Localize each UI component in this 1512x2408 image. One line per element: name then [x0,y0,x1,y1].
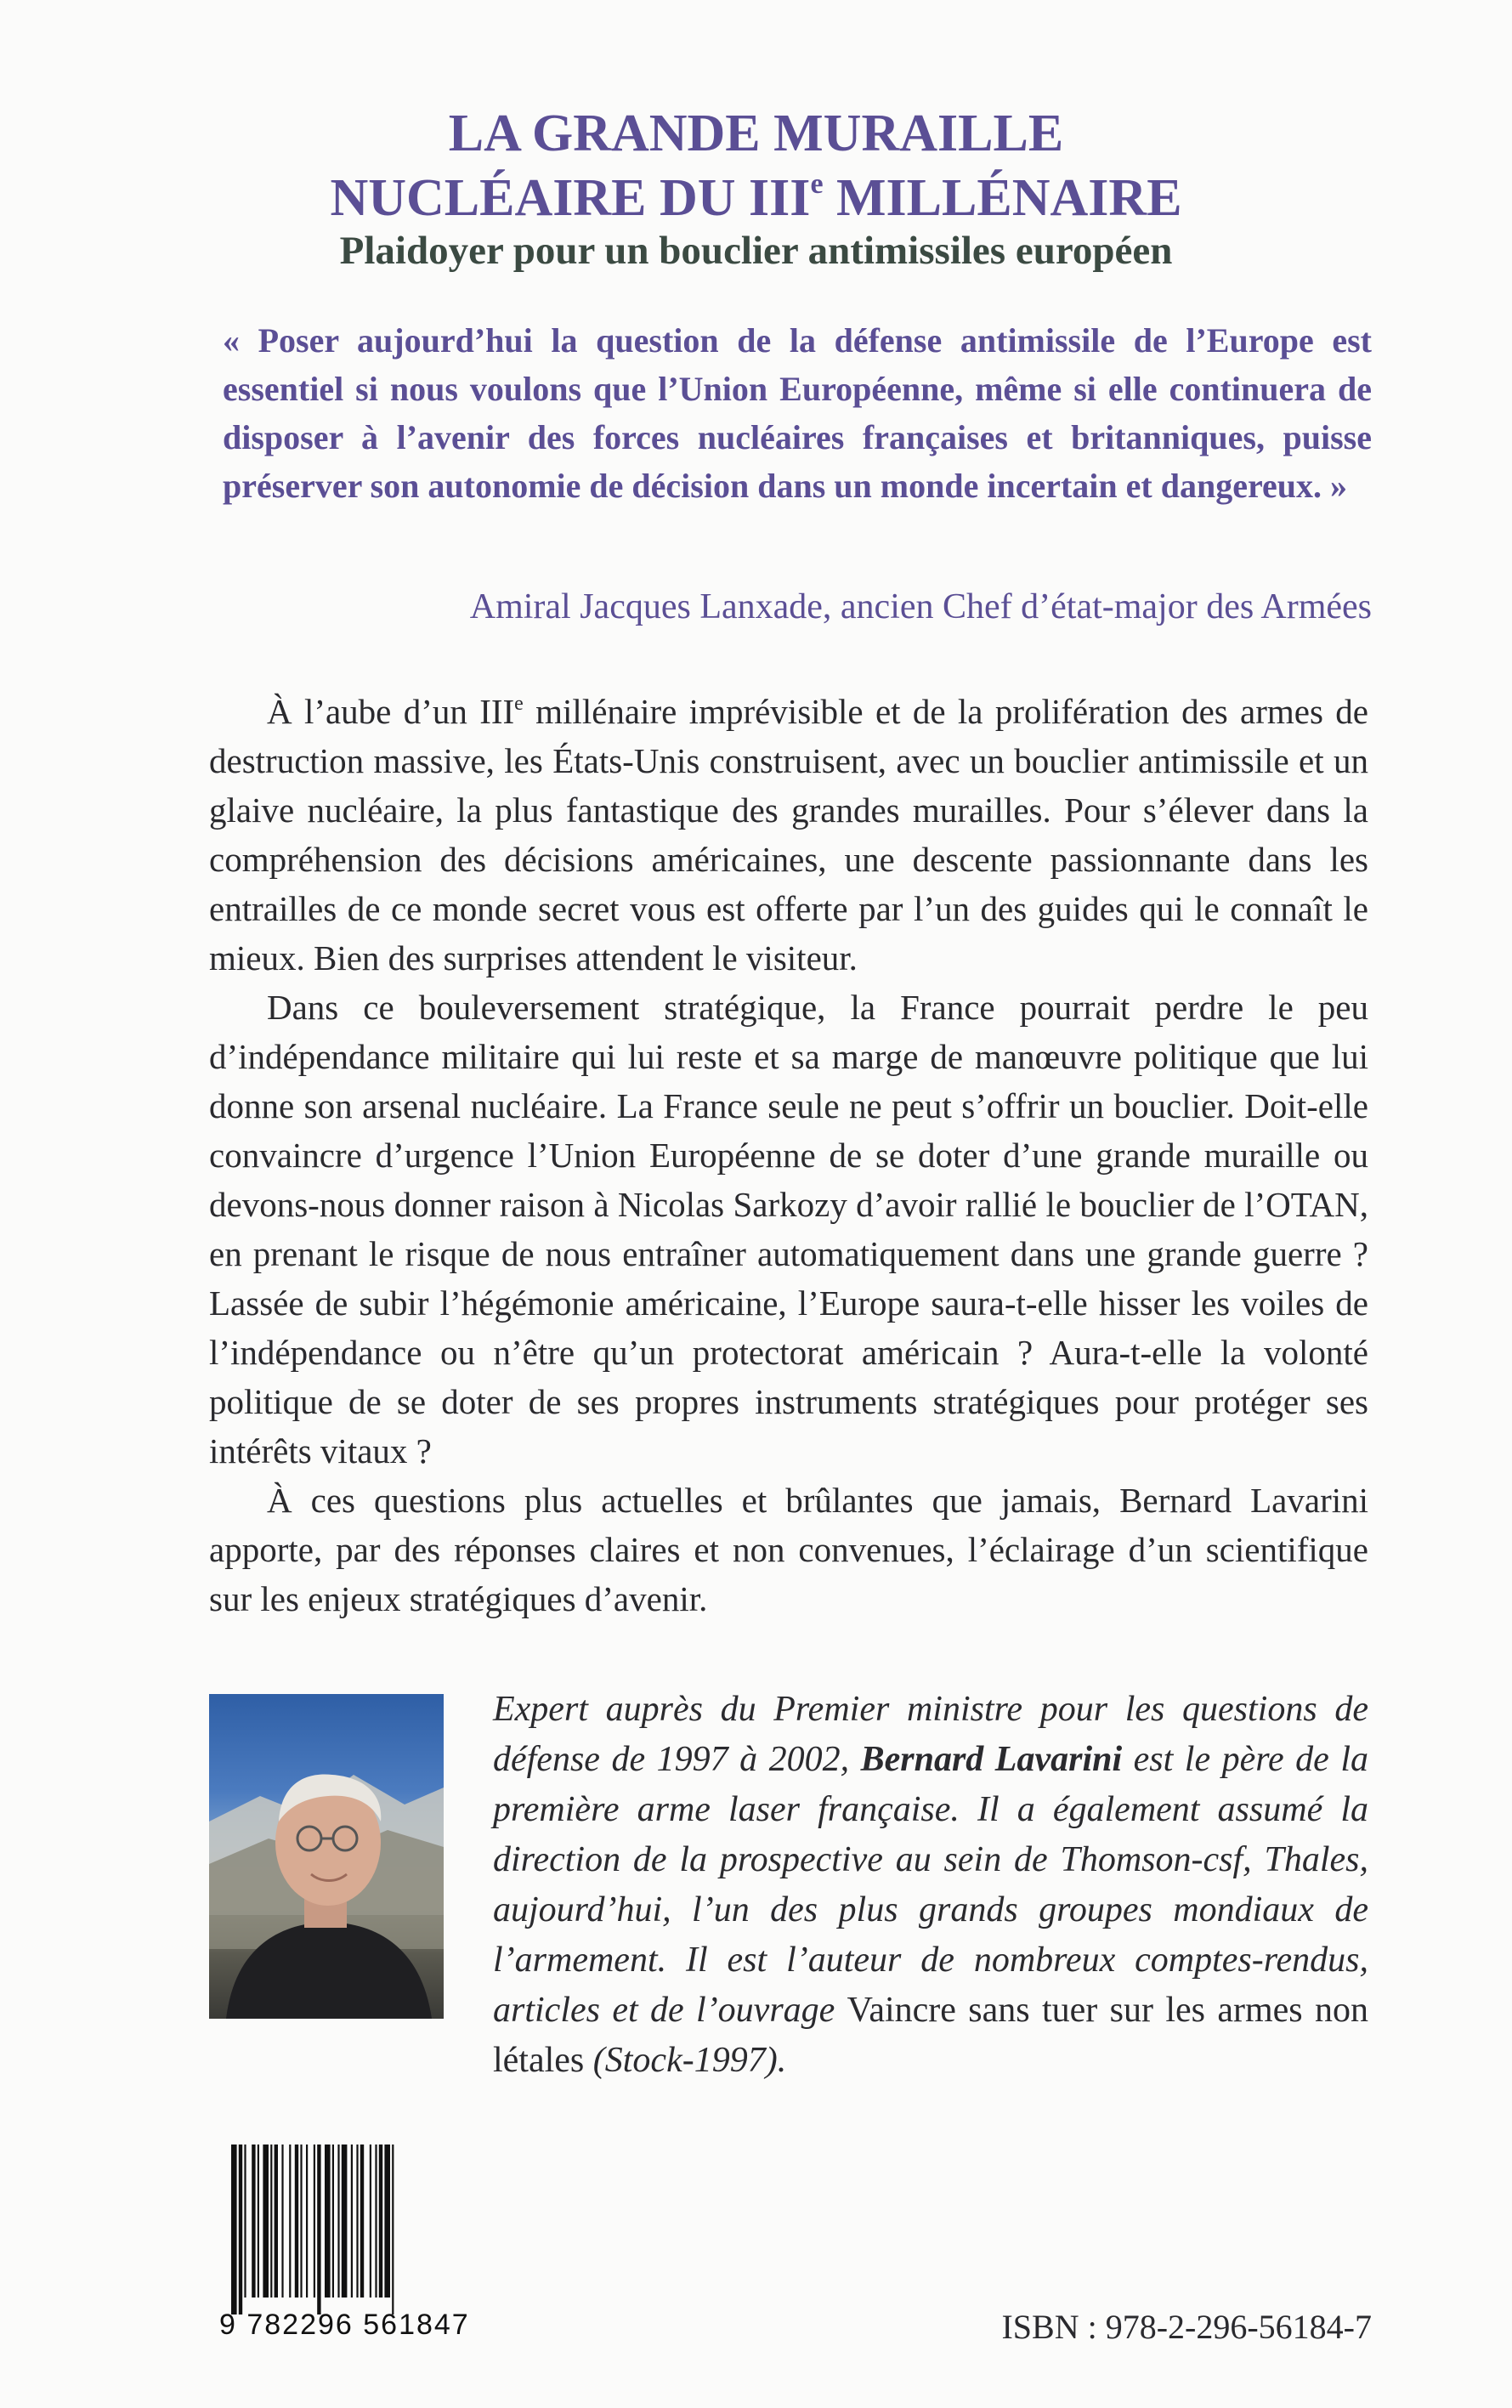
title-line-2: NUCLÉAIRE DU IIIe MILLÉNAIRE [330,168,1182,227]
barcode-bar [375,2145,377,2298]
barcode-digits: 9 782296 561847 [219,2309,470,2341]
barcode-bar [356,2145,358,2298]
barcode-bar [314,2145,315,2298]
barcode-bar [244,2145,246,2298]
blurb-paragraph-3: À ces questions plus actuelles et brûlantes que jamais, Bernard Lavarini apporte, par des réponses claires et non convenues, l’éclairage d’un scientifique sur les enjeux stratégiques d’avenir. [209,1481,1368,1618]
barcode-bar [392,2145,394,2315]
barcode-bar [231,2145,237,2315]
barcode-bar [342,2145,348,2298]
quote-author: Amiral Jacques Lanxade, ancien Chef d’état-major des Armées [469,587,1372,626]
title-line-1: LA GRANDE MURAILLE [448,105,1064,162]
barcode-bar [360,2145,364,2298]
barcode-bar [317,2145,320,2315]
barcode-bar [325,2145,331,2298]
barcode-bar [379,2145,382,2298]
barcode-bar [275,2145,278,2298]
barcode-bar [270,2145,272,2298]
barcode-bar [384,2145,390,2298]
barcode-bar [300,2145,302,2298]
barcode-bar [351,2145,353,2298]
barcode-bar [289,2145,291,2298]
barcode-bar [252,2145,255,2298]
isbn-number: ISBN : 978-2-296-56184-7 [1001,2308,1372,2346]
barcode-bar [337,2145,339,2298]
author-name: Bernard Lavarini [860,1740,1123,1779]
blurb [209,687,1368,1623]
book-title: Vaincre sans tuer sur les armes non létales [493,1991,1369,2080]
author-photo [209,1694,444,2019]
barcode-bar [263,2145,269,2298]
barcode-bar [258,2145,259,2298]
barcode-bar [332,2145,334,2298]
author-portrait-image [209,1694,444,2019]
blurb-paragraph-1: À l’aube d’un IIIe millénaire imprévisible et de la prolifération des armes de destruction massive, les États-Unis construisent, avec un bouclier antimissile et un glaive nucléaire, la plus fantastique des grandes murailles. Pour s’élever dans la compréhension des décisions américaines, une descente passionnante dans les entrailles de ce monde secret vous est offerte par l’un des guides qui le connaît le mieux. Bien des surprises attendent le visiteur. [209,692,1368,977]
barcode-bar [239,2145,242,2315]
subtitle: Plaidoyer pour un bouclier antimissiles européen [339,229,1173,273]
barcode-bar [281,2145,283,2298]
barcode-bar [295,2145,298,2298]
barcode-bar [370,2145,371,2298]
quote-text: « Poser aujourd’hui la question de la défense antimissile de l’Europe est essentiel si nous voulons que l’Union Européenne, même si elle continuera de disposer à l’avenir des forces nucléaires françaises et britanniques, puisse préserver son autonomie de décision dans un monde incertain et dangereux. » [223,321,1372,505]
author-bio: Expert auprès du Premier ministre pour les questions de défense de 1997 à 2002, Bernard Lavarini est le père de la première arme laser française. Il a également assumé la direction de la prospective au sein de Thomson-csf, Thales, aujourd’hui, l’un des plus grands groupes mondiaux de l’armement. Il est l’auteur de nombreux comptes-rendus, articles et de l’ouvrage Vaincre sans tuer sur les armes non létales (Stock-1997). [493,1690,1369,2080]
barcode-bar [306,2145,308,2298]
blurb-paragraph-2: Dans ce bouleversement stratégique, la France pourrait perdre le peu d’indépendance militaire qui lui reste et sa marge de manœuvre politique que lui donne son arsenal nucléaire. La France seule ne peut s’offrir un bouclier. Doit-elle convaincre d’urgence l’Union Européenne de se doter d’une grande muraille ou devons-nous donner raison à Nicolas Sarkozy d’avoir rallié le bouclier de l’OTAN, en prenant le risque de nous entraîner automatiquement dans une grande guerre ? Lassée de subir l’hégémonie américaine, l’Europe saura-t-elle hisser les voiles de l’indépendance ou n’être qu’un protectorat américain ? Aura-t-elle la volonté politique de se doter de ses propres instruments stratégiques pour protéger ses intérêts vitaux ? [209,988,1368,1470]
